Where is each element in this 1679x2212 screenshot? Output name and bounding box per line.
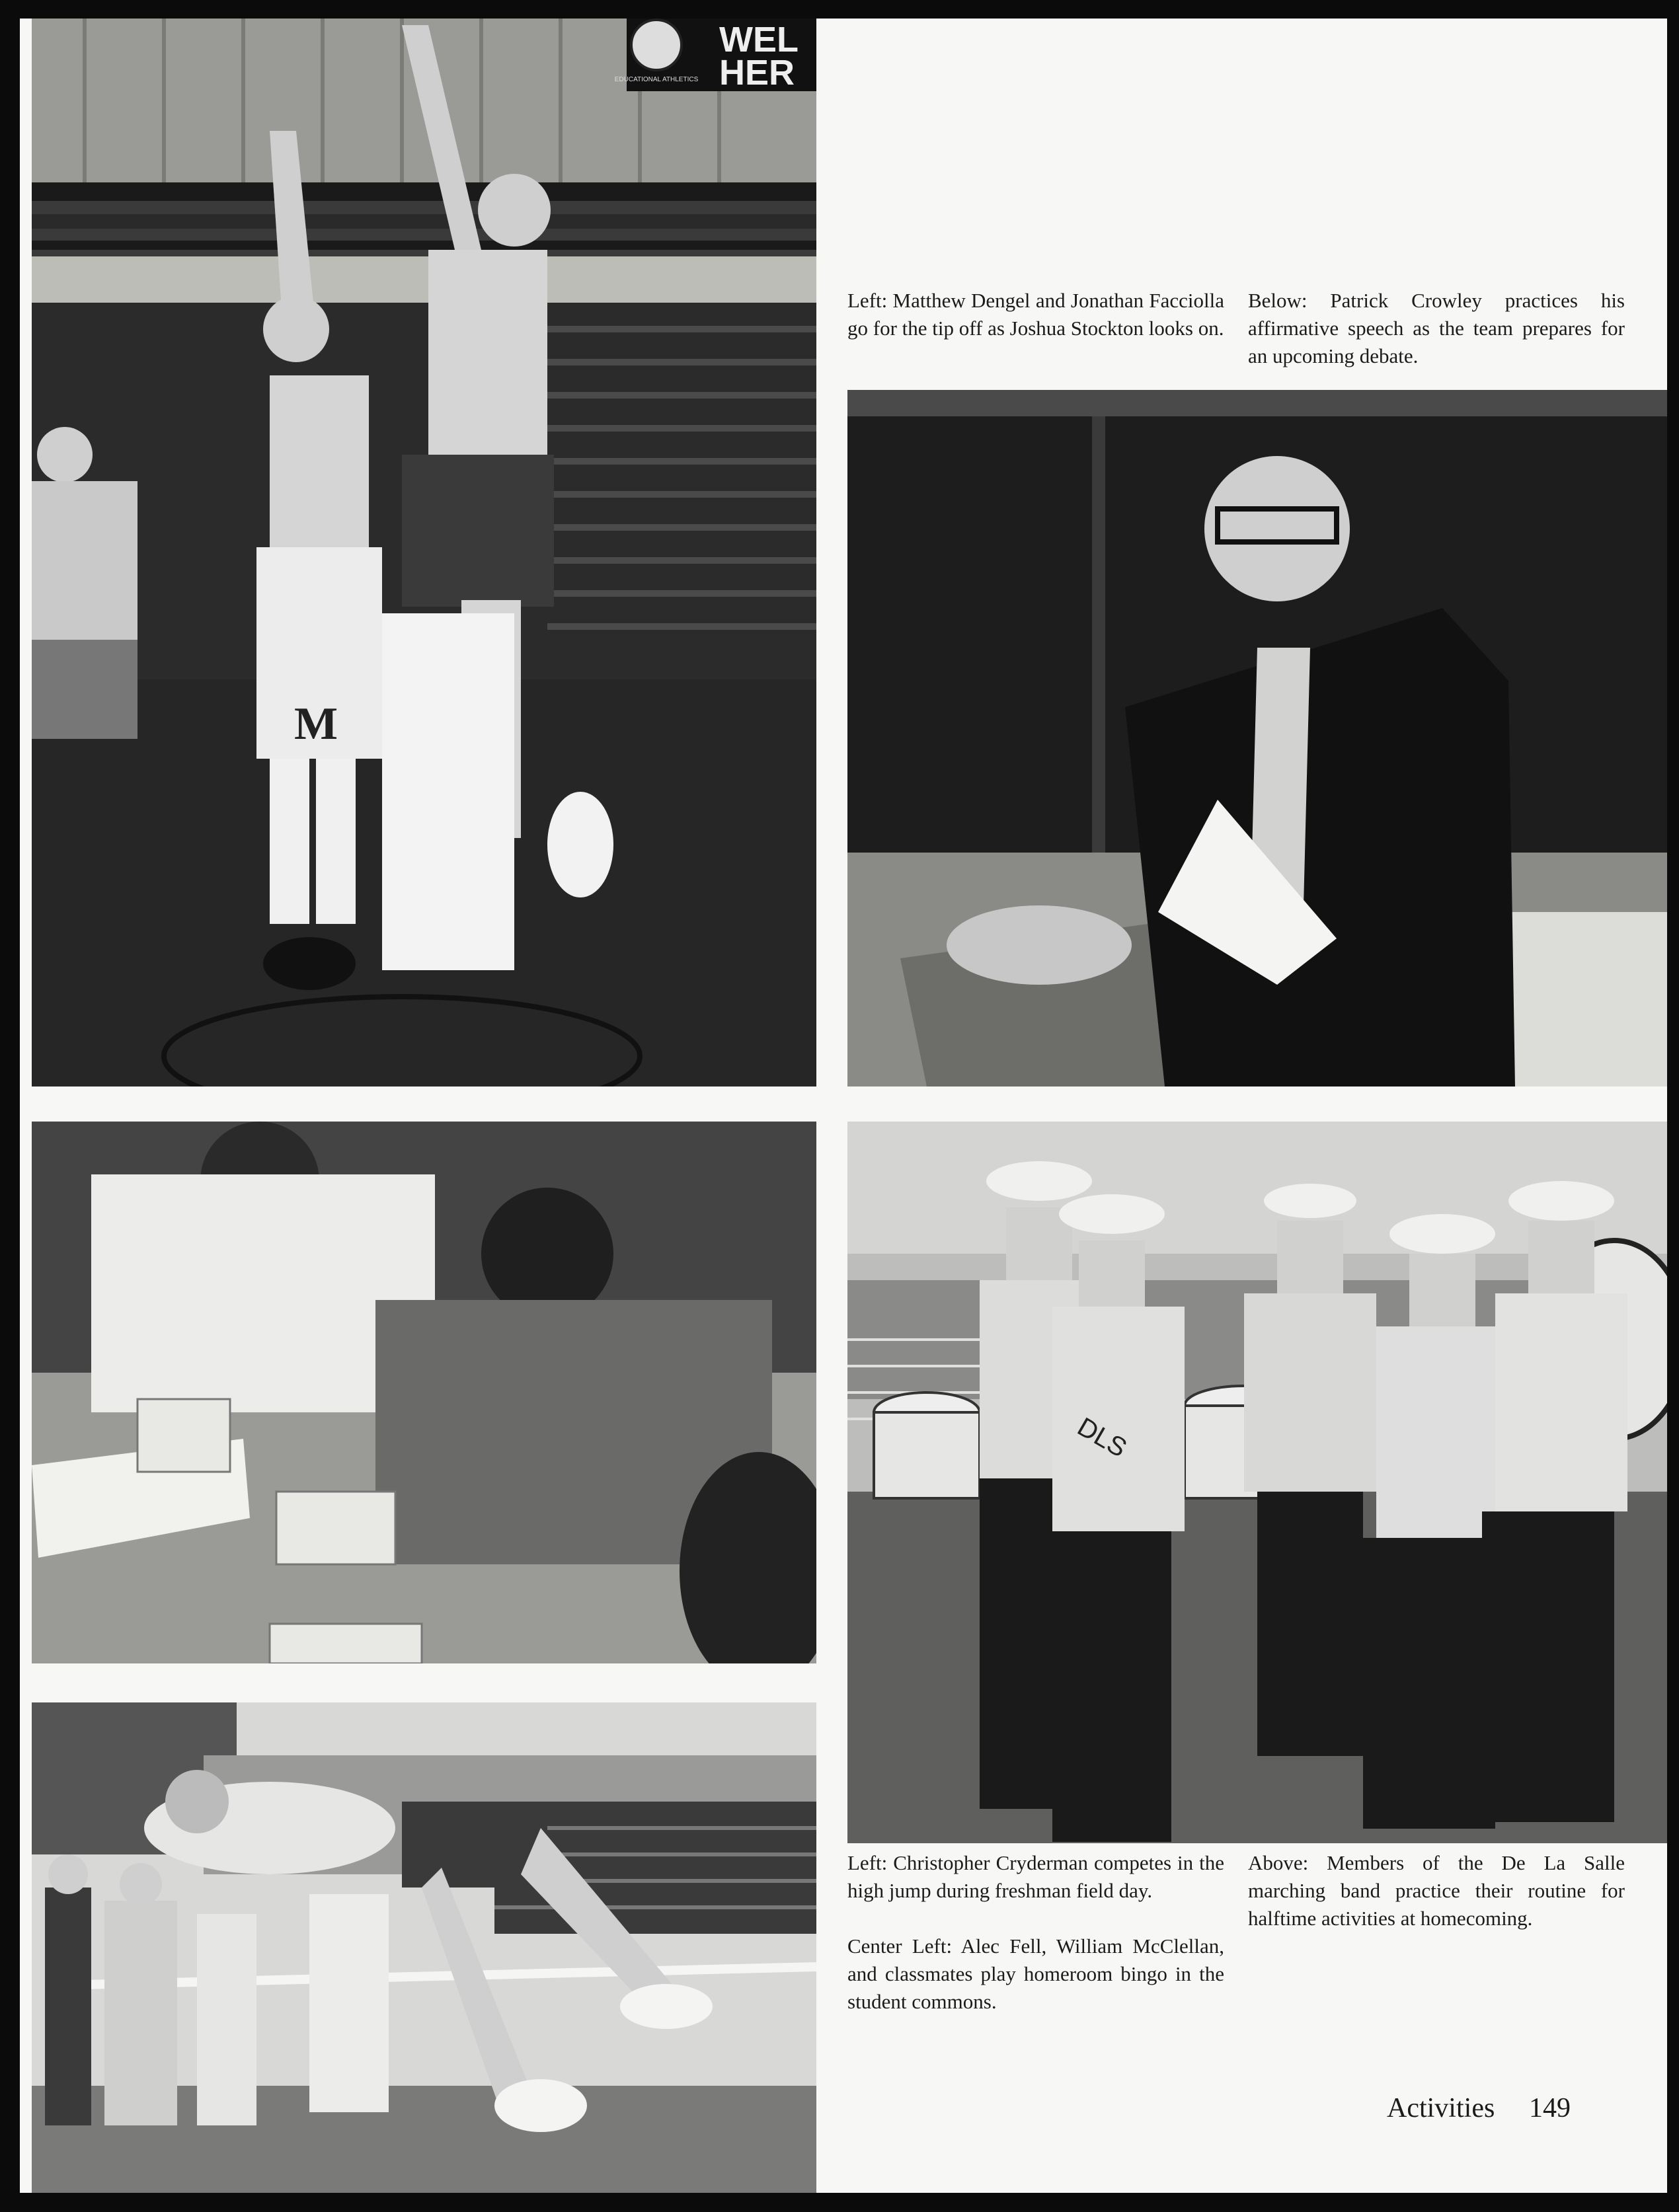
gym-banner-top: WEL [719,20,799,59]
folio-page-number: 149 [1529,2093,1571,2123]
gym-banner-bottom: HER [719,53,795,93]
debate-practice-photo [847,390,1667,1087]
caption-high-jump: Left: Christopher Cryderman competes in the high jump during freshman field day. [847,1851,1224,1902]
marching-band-photo [847,1122,1667,1843]
shorts-letter: M [293,699,338,749]
homeroom-bingo-photo [32,1122,816,1663]
caption-marching-band: Above: Members of the De La Salle marching band practice their routine for halftime activities at homecoming. [1248,1851,1625,1930]
gym-seal [631,20,682,70]
caption-debate: Below: Patrick Crowley practices his affirmative speech as the team prepares for an upcoming debate. [1248,289,1625,367]
jacket-letters: DLS [1072,1412,1132,1463]
yearbook-page [20,19,1667,2193]
folio-section: Activities [1387,2093,1495,2123]
caption-bingo: Center Left: Alec Fell, William McClellan, and classmates play homeroom bingo in the student commons. [847,1934,1224,2013]
basketball-tipoff-photo [32,19,816,1087]
gym-seal-text: EDUCATIONAL ATHLETICS [614,76,699,83]
caption-tip-off: Left: Matthew Dengel and Jonathan Facciolla go for the tip off as Joshua Stockton looks on. [847,289,1224,340]
high-jump-photo [32,1702,816,2193]
